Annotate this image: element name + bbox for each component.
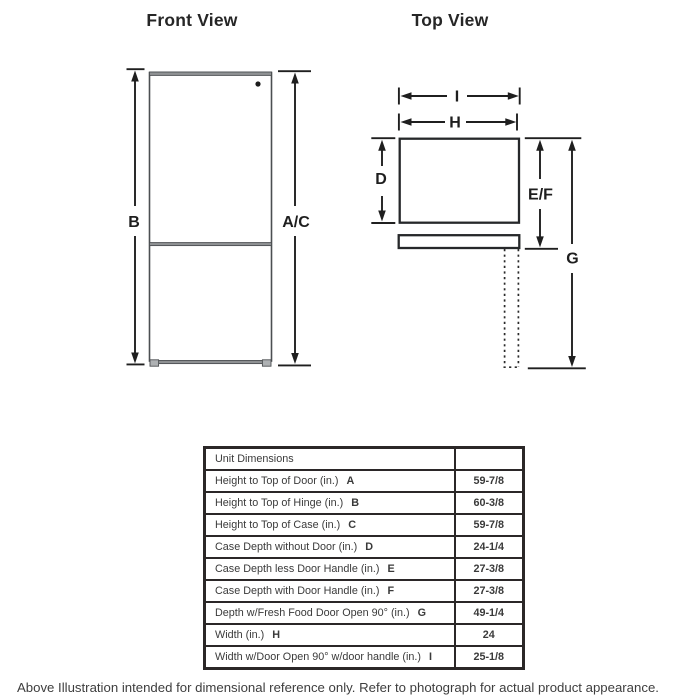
- row-label: Width (in.): [215, 629, 265, 641]
- row-label: Height to Top of Door (in.): [215, 475, 339, 487]
- dim-d-arrow-down: [378, 211, 386, 222]
- dim-g-arrow-down: [568, 356, 576, 367]
- row-letter: D: [365, 541, 374, 553]
- row-value: 24: [455, 624, 524, 646]
- table-row: [205, 536, 524, 558]
- dim-ac-arrow-down: [291, 353, 299, 364]
- table-header-label: Unit Dimensions: [205, 448, 455, 471]
- row-label: Width w/Door Open 90° w/door handle (in.): [215, 651, 421, 663]
- row-label: Height to Top of Hinge (in.): [215, 497, 344, 509]
- dimension-label-ef: E/F: [528, 186, 553, 204]
- dim-i-arrow-left: [401, 92, 412, 100]
- fridge-foot-left: [150, 360, 159, 366]
- table-row: [205, 514, 524, 536]
- dim-ac-arrow-up: [291, 73, 299, 84]
- row-letter: C: [348, 519, 357, 531]
- dim-b-arrow-down: [131, 353, 139, 364]
- row-value: 24-1/4: [455, 536, 524, 558]
- dimension-label-g: G: [566, 250, 579, 268]
- fridge-kick-plate: [153, 361, 268, 364]
- dimension-label-b: B: [128, 214, 140, 231]
- row-letter: A: [346, 475, 355, 487]
- dim-b-arrow-up: [131, 71, 139, 82]
- front-view-title: Front View: [146, 10, 238, 30]
- dimension-label-i: I: [454, 88, 460, 106]
- footer-disclaimer: Above Illustration intended for dimensional reference only. Refer to photograph for actual product appearance.: [17, 680, 659, 695]
- row-value: 25-1/8: [455, 646, 524, 669]
- dim-ef-arrow-up: [536, 140, 544, 151]
- row-value: 49-1/4: [455, 602, 524, 624]
- table-row: [205, 624, 524, 646]
- dim-ef-arrow-down: [536, 236, 544, 247]
- row-letter: B: [351, 497, 360, 509]
- row-label: Case Depth less Door Handle (in.): [215, 563, 380, 575]
- table-header-value: [455, 448, 524, 471]
- table-header-row: [205, 448, 524, 471]
- row-value: 27-3/8: [455, 558, 524, 580]
- table-row: [205, 602, 524, 624]
- top-view-drawing: [399, 139, 520, 368]
- row-letter: I: [428, 651, 432, 663]
- dimension-I: [399, 88, 520, 105]
- front-view-drawing: [150, 72, 272, 366]
- top-view-title: Top View: [411, 10, 489, 30]
- dim-g-arrow-up: [568, 140, 576, 151]
- fridge-body-outline: [150, 73, 272, 362]
- dim-h-arrow-right: [505, 118, 516, 126]
- row-value: 27-3/8: [455, 580, 524, 602]
- dim-i-arrow-right: [508, 92, 519, 100]
- row-value: 59-7/8: [455, 470, 524, 492]
- dim-h-arrow-left: [401, 118, 412, 126]
- row-value: 60-3/8: [455, 492, 524, 514]
- dim-d-arrow-up: [378, 140, 386, 151]
- dimension-label-d: D: [375, 171, 387, 188]
- row-letter: F: [387, 585, 395, 597]
- fridge-door-divider: [150, 243, 272, 246]
- row-label: Depth w/Fresh Food Door Open 90° (in.): [215, 607, 410, 619]
- door-top-outline: [399, 235, 520, 248]
- fridge-top-trim: [150, 72, 272, 75]
- table-row: [205, 558, 524, 580]
- row-label: Case Depth without Door (in.): [215, 541, 358, 553]
- row-label: Case Depth with Door Handle (in.): [215, 585, 380, 597]
- table-row: [205, 492, 524, 514]
- fridge-foot-right: [262, 360, 271, 366]
- unit-dimensions-table: [203, 446, 525, 670]
- case-top-outline: [400, 139, 519, 223]
- door-dot-icon: [255, 81, 260, 86]
- table-row: [205, 646, 524, 669]
- row-value: 59-7/8: [455, 514, 524, 536]
- door-open-dotted-outline: [504, 249, 520, 367]
- row-letter: G: [417, 607, 426, 619]
- table-row: [205, 580, 524, 602]
- row-label: Height to Top of Case (in.): [215, 519, 341, 531]
- row-letter: E: [387, 563, 395, 575]
- row-letter: H: [272, 629, 281, 641]
- dimension-label-h: H: [449, 114, 461, 132]
- table-row: [205, 470, 524, 492]
- dimension-label-ac: A/C: [282, 214, 310, 231]
